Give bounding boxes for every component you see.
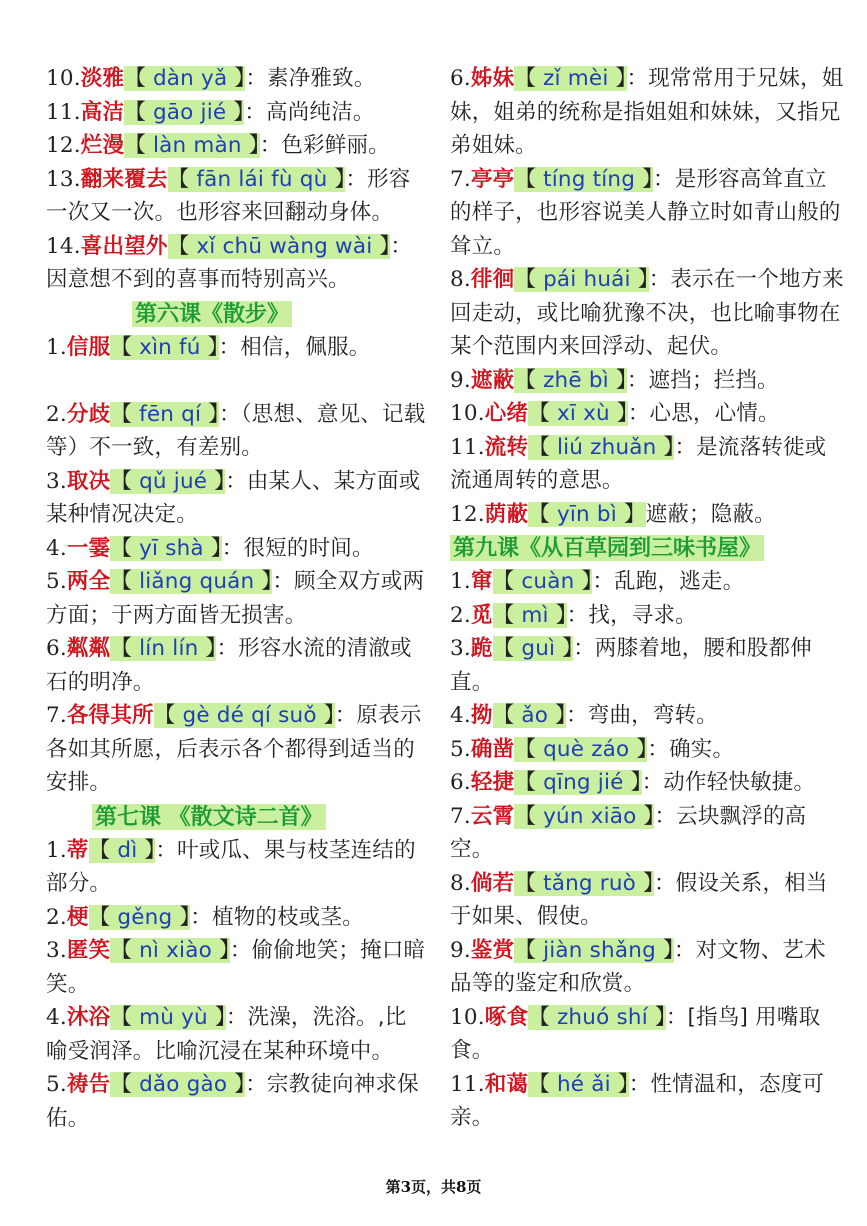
pinyin: liú zhuǎn xyxy=(556,434,657,460)
bracket-close: 】 xyxy=(227,66,246,91)
bracket-close: 】 xyxy=(608,66,627,91)
vocab-entry xyxy=(450,364,845,398)
pinyin: yīn bì xyxy=(556,501,617,527)
bracket-open: 【 xyxy=(110,468,140,494)
bracket-close: 】 xyxy=(574,569,593,594)
definition: ：宗教徒向神求保佑。 xyxy=(46,1072,419,1131)
vocab-word: 亭亭 xyxy=(470,166,515,192)
bracket-open: 【 xyxy=(528,434,557,460)
bracket-close: 】 xyxy=(372,233,391,259)
entry-number: 2. xyxy=(450,602,471,628)
entry-number: 7. xyxy=(46,703,67,728)
entry-number: 12. xyxy=(46,133,81,158)
bracket-open: 【 xyxy=(514,803,544,829)
bracket-open: 【 xyxy=(492,569,522,594)
definition: ：是流落转徙或流通周转的意思。 xyxy=(450,434,827,493)
vocab-word: 一霎 xyxy=(66,535,111,561)
vocab-word: 心绪 xyxy=(484,401,529,426)
bracket-close: 】 xyxy=(548,602,567,628)
pinyin: dì xyxy=(117,837,138,863)
entry-number: 9. xyxy=(450,367,471,393)
bracket-open: 【 xyxy=(514,66,544,91)
vocab-entry xyxy=(46,163,426,230)
definition: ：形容水流的清澈或石的明净。 xyxy=(46,636,412,695)
bracket-open: 【 xyxy=(110,636,140,661)
bracket-open: 【 xyxy=(167,233,197,259)
entry-number: 4. xyxy=(46,1005,67,1030)
pinyin: mì xyxy=(521,602,549,628)
definition: ：相信，佩服。 xyxy=(218,334,371,360)
bracket-close: 】 xyxy=(555,636,574,661)
bracket-open: 【 xyxy=(124,66,153,91)
bracket-close: 】 xyxy=(636,803,655,829)
entry-number: 13. xyxy=(46,166,81,192)
bracket-close: 】 xyxy=(207,1005,226,1030)
bracket-open: 【 xyxy=(110,569,140,594)
vocab-word: 拗 xyxy=(470,703,493,728)
entry-number: 14. xyxy=(46,233,81,259)
vocab-word: 取决 xyxy=(66,468,111,494)
pinyin: liǎng quán xyxy=(139,569,255,594)
definition: ：假设关系，相当于如果、假使。 xyxy=(450,870,828,929)
vocab-word: 流转 xyxy=(484,434,529,460)
definition: ：素净雅致。 xyxy=(245,66,376,91)
pinyin: fān lái fù qù xyxy=(196,166,328,192)
entry-number: 2. xyxy=(46,904,67,930)
bracket-open: 【 xyxy=(514,770,544,795)
pinyin: què záo xyxy=(543,736,630,762)
left-column xyxy=(46,62,426,1135)
bracket-open: 【 xyxy=(514,367,544,393)
bracket-close: 】 xyxy=(630,267,649,292)
vocab-entry xyxy=(450,163,845,264)
definition: ：确实。 xyxy=(647,736,735,762)
bracket-open: 【 xyxy=(514,736,544,762)
vocab-word: 倘若 xyxy=(470,870,515,896)
definition: ：动作轻快敏捷。 xyxy=(641,770,816,795)
vocab-word: 两全 xyxy=(66,569,111,594)
bracket-close: 】 xyxy=(198,636,217,661)
vocab-word: 觅 xyxy=(470,602,493,628)
bracket-close: 】 xyxy=(608,367,627,393)
pinyin: zhuó shí xyxy=(556,1004,648,1030)
lesson-title: 第六课《散步》 xyxy=(132,301,292,327)
bracket-close: 】 xyxy=(226,99,245,125)
pinyin: tíng tíng xyxy=(543,166,636,192)
pinyin: tǎng ruò xyxy=(543,870,636,896)
entry-number: 11. xyxy=(450,1071,485,1097)
page-footer: 第3页，共8页 xyxy=(385,1178,482,1196)
bracket-open: 【 xyxy=(124,133,153,158)
lesson-title: 第九课《从百草园到三味书屋》 xyxy=(450,535,764,561)
entry-number: 12. xyxy=(450,501,485,527)
definition: ：因意想不到的喜事而特别高兴。 xyxy=(46,233,413,292)
pinyin: yī shà xyxy=(139,535,204,561)
vocab-word: 高洁 xyxy=(80,99,125,125)
bracket-open: 【 xyxy=(110,535,140,561)
entry-number: 5. xyxy=(46,569,67,594)
vocab-word: 烂漫 xyxy=(80,133,125,158)
pinyin: nì xiào xyxy=(139,938,212,963)
vocab-entry xyxy=(450,263,845,364)
definition: ：找，寻求。 xyxy=(566,602,697,628)
right-column xyxy=(450,62,845,1135)
vocab-entry xyxy=(46,901,426,935)
lesson-title: 第七课 《散文诗二首》 xyxy=(92,804,326,830)
bracket-open: 【 xyxy=(110,1005,140,1030)
bracket-close: 】 xyxy=(610,1071,629,1097)
definition: ：性情温和，态度可亲。 xyxy=(450,1071,825,1130)
bracket-close: 】 xyxy=(623,770,642,795)
vocab-entry xyxy=(450,733,845,767)
entry-number: 7. xyxy=(450,803,471,829)
bracket-close: 】 xyxy=(227,1072,246,1097)
bracket-close: 】 xyxy=(635,166,654,192)
bracket-open: 【 xyxy=(514,267,544,292)
entry-number: 1. xyxy=(46,837,67,863)
vocab-entry xyxy=(46,834,426,901)
pinyin: zǐ mèi xyxy=(543,66,609,91)
entry-number: 4. xyxy=(450,703,471,728)
vocab-word: 分歧 xyxy=(66,401,111,427)
bracket-close: 】 xyxy=(616,501,646,527)
vocab-entry xyxy=(450,62,845,163)
bracket-close: 】 xyxy=(636,870,654,896)
vocab-entry xyxy=(46,699,426,800)
definition: ：很短的时间。 xyxy=(221,535,374,561)
pinyin: dǎo gào xyxy=(139,1072,228,1097)
bracket-open: 【 xyxy=(492,602,522,628)
bracket-close: 】 xyxy=(200,334,219,360)
bracket-open: 【 xyxy=(514,870,544,896)
pinyin: gěng xyxy=(117,904,173,930)
vocab-word: 窜 xyxy=(470,569,493,594)
bracket-close: 】 xyxy=(172,904,191,930)
definition: 遮蔽；隐蔽。 xyxy=(645,501,776,527)
vocab-word: 遮蔽 xyxy=(470,367,515,393)
pinyin: jiàn shǎng xyxy=(543,937,656,963)
vocab-entry xyxy=(450,599,845,633)
pinyin: hé ǎi xyxy=(556,1071,611,1097)
entry-number: 2. xyxy=(46,401,67,427)
entry-number: 6. xyxy=(450,66,471,91)
pinyin: ǎo xyxy=(521,703,549,728)
bracket-close: 】 xyxy=(254,569,273,594)
vocab-word: 粼粼 xyxy=(66,636,111,661)
bracket-open: 【 xyxy=(528,1004,557,1030)
vocab-entry xyxy=(46,96,426,130)
pinyin: dàn yǎ xyxy=(152,66,228,91)
bracket-open: 【 xyxy=(528,401,557,426)
pinyin: cuàn xyxy=(521,569,575,594)
definition: ：两膝着地，腰和股都伸直。 xyxy=(450,636,812,695)
bracket-open: 【 xyxy=(492,636,522,661)
entry-number: 11. xyxy=(46,99,81,125)
bracket-open: 【 xyxy=(528,1071,557,1097)
vocab-word: 云霄 xyxy=(470,803,515,829)
vocab-entry xyxy=(450,1001,845,1068)
vocab-entry xyxy=(450,632,845,699)
entry-number: 1. xyxy=(46,334,67,360)
pinyin: xī xù xyxy=(556,401,610,426)
vocab-word: 荫蔽 xyxy=(484,501,529,527)
bracket-close: 】 xyxy=(316,703,335,728)
bracket-close: 】 xyxy=(327,166,346,192)
vocab-word: 沐浴 xyxy=(66,1005,111,1030)
vocab-word: 徘徊 xyxy=(470,267,515,292)
bracket-close: 】 xyxy=(211,938,230,963)
bracket-close: 】 xyxy=(655,937,674,963)
vocab-entry xyxy=(46,331,426,365)
blank-line xyxy=(46,364,426,398)
vocab-word: 姊妹 xyxy=(470,66,515,91)
entry-number: 3. xyxy=(450,636,471,661)
entry-number: 8. xyxy=(450,267,471,292)
lesson-heading xyxy=(46,800,426,834)
entry-number: 7. xyxy=(450,166,471,192)
pinyin: qǔ jué xyxy=(139,468,208,494)
definition: ：[指鸟] 用嘴取食。 xyxy=(450,1004,821,1063)
bracket-close: 】 xyxy=(548,703,567,728)
vocab-word: 信服 xyxy=(66,334,111,360)
bracket-open: 【 xyxy=(110,334,140,360)
entry-number: 1. xyxy=(450,569,471,594)
bracket-open: 【 xyxy=(110,401,140,427)
vocab-entry xyxy=(450,766,845,800)
vocab-entry xyxy=(450,431,845,498)
definition: ：洗澡，洗浴。,比喻受润泽。比喻沉浸在某种环境中。 xyxy=(46,1005,407,1064)
bracket-open: 【 xyxy=(88,837,118,863)
definition: ：乱跑，逃走。 xyxy=(592,569,745,594)
pinyin: xǐ chū wàng wài xyxy=(196,233,373,259)
entry-number: 6. xyxy=(46,636,67,661)
definition: ：顾全双方或两方面；于两方面皆无损害。 xyxy=(46,569,425,628)
definition: ：叶或瓜、果与枝茎连结的部分。 xyxy=(46,837,416,896)
definition: ：对文物、艺术品等的鉴定和欣赏。 xyxy=(450,937,826,996)
lesson-heading xyxy=(46,297,426,331)
bracket-open: 【 xyxy=(167,166,197,192)
entry-number: 10. xyxy=(46,66,81,91)
vocab-entry xyxy=(450,934,845,1001)
vocab-word: 确凿 xyxy=(470,736,515,762)
entry-number: 8. xyxy=(450,870,471,896)
vocab-entry xyxy=(46,1068,426,1135)
pinyin: yún xiāo xyxy=(543,803,637,829)
entry-number: 11. xyxy=(450,434,485,460)
bracket-open: 【 xyxy=(110,1072,140,1097)
entry-number: 4. xyxy=(46,535,67,561)
definition: ：弯曲，弯转。 xyxy=(566,703,718,728)
pinyin: mù yù xyxy=(139,1005,208,1030)
vocab-entry xyxy=(450,699,845,733)
definition: ：表示在一个地方来回走动，或比喻犹豫不决，也比喻事物在某个范围内来回浮动、起伏。 xyxy=(450,267,844,359)
definition: ：偷偷地笑；掩口暗笑。 xyxy=(46,938,426,997)
bracket-open: 【 xyxy=(514,166,544,192)
entry-number: 10. xyxy=(450,401,485,426)
vocab-word: 轻捷 xyxy=(470,770,515,795)
entry-number: 3. xyxy=(46,938,67,963)
vocab-entry xyxy=(46,398,426,465)
bracket-open: 【 xyxy=(88,904,118,930)
pinyin: lín lín xyxy=(139,636,199,661)
vocab-entry xyxy=(46,465,426,532)
vocab-entry xyxy=(46,129,426,163)
vocab-entry xyxy=(46,565,426,632)
vocab-word: 匿笑 xyxy=(66,938,111,963)
definition: ：原表示各如其所愿，后表示各个都得到适当的安排。 xyxy=(46,703,422,795)
definition: ：是形容高耸直立的样子，也形容说美人静立时如青山般的耸立。 xyxy=(450,166,841,259)
definition: ：遮挡；拦挡。 xyxy=(626,367,779,393)
vocab-entry xyxy=(46,230,426,297)
entry-number: 3. xyxy=(46,468,67,494)
bracket-close: 】 xyxy=(137,837,156,863)
vocab-word: 啄食 xyxy=(484,1004,529,1030)
bracket-close: 】 xyxy=(647,1004,666,1030)
bracket-open: 【 xyxy=(514,937,544,963)
bracket-close: 】 xyxy=(207,468,226,494)
vocab-word: 各得其所 xyxy=(66,703,154,728)
entry-number: 5. xyxy=(46,1072,67,1097)
vocab-entry xyxy=(450,1068,845,1135)
pinyin: guì xyxy=(521,636,556,661)
vocab-word: 跪 xyxy=(470,636,493,661)
entry-number: 6. xyxy=(450,770,471,795)
definition: ：（思想、意见、记载等）不一致，有差别。 xyxy=(46,401,426,460)
vocab-word: 淡雅 xyxy=(80,66,125,91)
pinyin: zhē bì xyxy=(543,367,609,393)
pinyin: xìn fú xyxy=(139,334,201,360)
definition: ：植物的枝或茎。 xyxy=(190,904,364,930)
vocab-entry xyxy=(46,62,426,96)
pinyin: gāo jié xyxy=(152,99,227,125)
pinyin: fēn qí xyxy=(139,401,202,427)
bracket-open: 【 xyxy=(153,703,183,728)
definition: ：形容一次又一次。也形容来回翻动身体。 xyxy=(46,166,411,225)
definition: ：心思，心情。 xyxy=(627,401,780,426)
vocab-word: 梗 xyxy=(66,904,89,930)
bracket-close: 】 xyxy=(203,535,222,561)
pinyin: qīng jié xyxy=(543,770,624,795)
vocab-entry xyxy=(46,632,426,699)
lesson-heading xyxy=(450,531,845,565)
bracket-close: 】 xyxy=(656,434,675,460)
vocab-entry xyxy=(46,934,426,1001)
bracket-close: 】 xyxy=(201,401,220,427)
vocab-word: 祷告 xyxy=(66,1072,111,1097)
definition: ：高尚纯洁。 xyxy=(244,99,375,125)
bracket-open: 【 xyxy=(492,703,522,728)
vocab-entry xyxy=(46,1001,426,1068)
bracket-close: 】 xyxy=(241,133,260,158)
vocab-entry xyxy=(46,532,426,566)
vocab-entry xyxy=(450,565,845,599)
bracket-close: 】 xyxy=(609,401,628,426)
pinyin: làn màn xyxy=(152,133,242,158)
vocab-entry xyxy=(450,800,845,867)
vocab-word: 喜出望外 xyxy=(80,233,168,259)
bracket-open: 【 xyxy=(124,99,153,125)
entry-number: 5. xyxy=(450,736,471,762)
entry-number: 9. xyxy=(450,937,471,963)
bracket-open: 【 xyxy=(110,938,140,963)
pinyin: pái huái xyxy=(543,267,631,292)
vocab-entry xyxy=(450,498,845,532)
definition: ：现常常用于兄妹，姐妹，姐弟的统称是指姐姐和妹妹，又指兄弟姐妹。 xyxy=(450,66,844,158)
vocab-word: 和蔼 xyxy=(484,1071,529,1097)
entry-number: 10. xyxy=(450,1004,485,1030)
bracket-close: 】 xyxy=(629,736,648,762)
bracket-open: 【 xyxy=(528,501,557,527)
vocab-entry xyxy=(450,397,845,431)
vocab-entry xyxy=(450,867,845,934)
pinyin: gè dé qí suǒ xyxy=(182,703,317,728)
vocab-word: 翻来覆去 xyxy=(80,166,168,192)
vocab-word: 蒂 xyxy=(66,837,89,863)
definition: ：色彩鲜丽。 xyxy=(259,133,390,158)
definition: ：由某人、某方面或某种情况决定。 xyxy=(46,468,421,527)
definition: ：云块飘浮的高空。 xyxy=(450,803,807,862)
vocab-word: 鉴赏 xyxy=(470,937,515,963)
